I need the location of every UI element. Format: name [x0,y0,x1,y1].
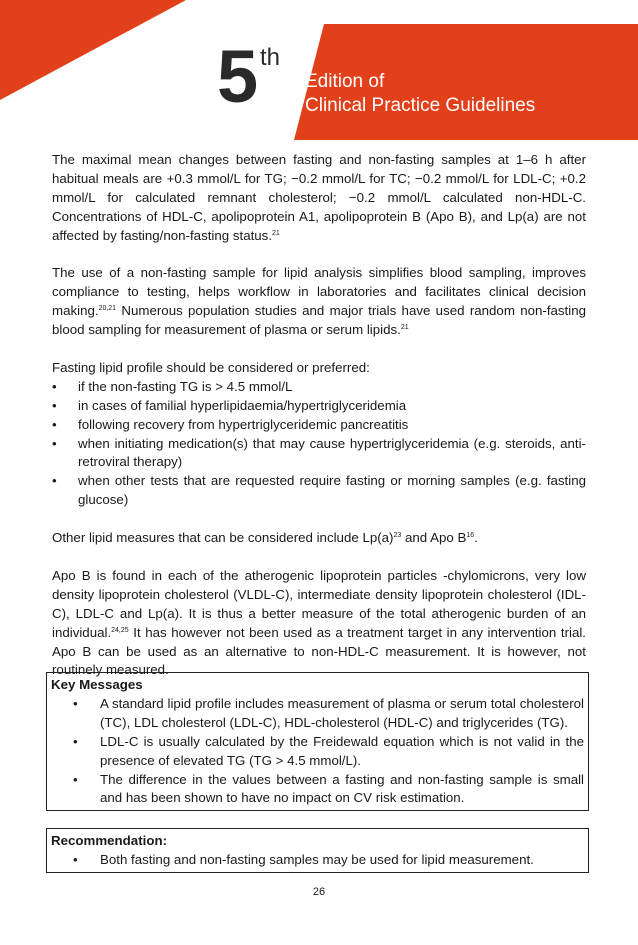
edition-title [305,70,535,118]
citation: 21 [272,229,280,237]
fasting-criteria-list [52,378,586,510]
edition-suffix: th [260,44,281,71]
list-item: • when initiating medication(s) that may cause hypertriglyceridemia (e.g. steroids, anti-retroviral therapy) [52,435,586,473]
key-messages-title: Key Messages [51,677,143,692]
main-content [52,151,586,680]
edition-line-1: Edition of [305,71,385,92]
recommendation-box [46,828,589,873]
list-item: • Both fasting and non-fasting samples may be used for lipid measurement. [73,851,584,870]
list-item: • LDL-C is usually calculated by the Freidewald equation which is not valid in the presence of elevated TG (TG > 4.5 mmol/L). [73,733,584,771]
header-orange-left [0,0,186,100]
recommendation-list [51,851,584,870]
key-messages-list [51,695,584,808]
list-item: • A standard lipid profile includes measurement of plasma or serum total cholesterol (TC), LDL cholesterol (LDL-C), HDL-cholesterol (HDL-C) and triglycerides (TG). [73,695,584,733]
fasting-intro: Fasting lipid profile should be considered or preferred: [52,359,370,375]
list-item: • in cases of familial hyperlipidaemia/hypertriglyceridemia [52,397,586,416]
citation: 21 [400,324,409,332]
list-item: • The difference in the values between a fasting and non-fasting sample is small and has been shown to have no impact on CV risk estimation. [73,771,584,809]
citation: 16 [466,532,475,540]
paragraph-non-fasting-sample: The use of a non-fasting sample for lipid analysis simplifies blood sampling, improves compliance to testing, helps workflow in laboratories and facilitates clinical decision making.$^{20,21}$ Numerous population studies and major trials have used random non-fasting blood sampling for measurement of plasma or serum lipids.$^{21}$ [52,265,586,338]
paragraph-fasting-changes: The maximal mean changes between fasting and non-fasting samples at 1–6 h after habitual meals are +0.3 mmol/L for TG; −0.2 mmol/L for TC; −0.2 mmol/L for LDL-C; +0.2 mmol/L for calculated remnant cholesterol; −0.2 mmol/L calculated non-HDL-C. Concentrations of HDL-C, apolipoprotein A1, apolipoprotein B (Apo B), and Lp(a) are not affected by fasting/non-fasting status.$^{21}$ [52,152,586,243]
paragraph-other-measures: Other lipid measures that can be considered include $Lp(a)^{23}$ and Apo $B^{16}$. [52,530,478,546]
citation: 23 [393,532,402,540]
list-item: • following recovery from hypertriglyceridemic pancreatitis [52,416,586,435]
list-item: • when other tests that are requested require fasting or morning samples (e.g. fasting glucose) [52,472,586,510]
citation: 20,21 [98,305,117,313]
edition-number: 5 [217,35,257,118]
page-number: 26 [312,886,326,898]
recommendation-title: Recommendation: [51,833,167,848]
list-item: • if the non-fasting TG is > 4.5 mmol/L [52,378,586,397]
key-messages-box [46,672,589,811]
paragraph-apo-b: Apo B is found in each of the atherogenic lipoprotein particles -chylomicrons, very low density lipoprotein cholesterol (VLDL-C), intermediate density lipoprotein cholesterol (IDL-C), LDL-C and Lp(a). It is thus a better measure of the total atherogenic burden of an individual.$^{24,25}$ It has however not been used as a treatment target in any intervention trial. Apo B can be used as an alternative to non-HDL-C measurement. It is however, not routinely measured. [52,567,586,678]
citation: 24,25 [111,626,129,634]
edition-line-2: Clinical Practice Guidelines [305,95,536,116]
